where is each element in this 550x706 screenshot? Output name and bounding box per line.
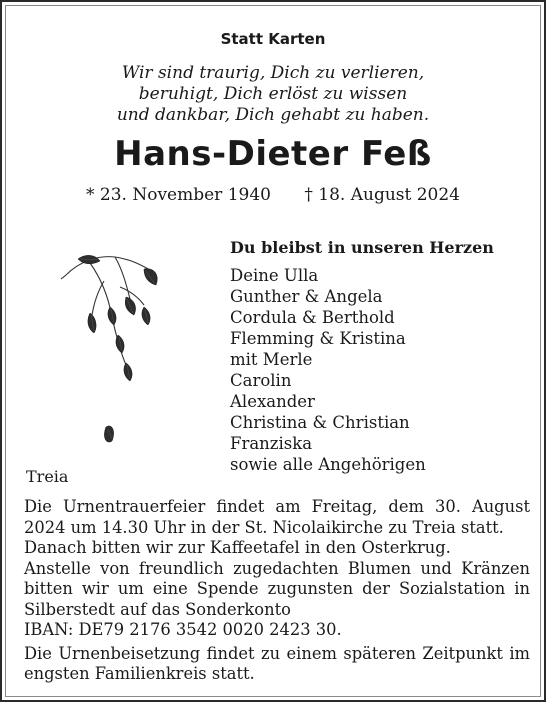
deceased-name: Hans-Dieter Feß [114,134,432,174]
family-member: Alexander [230,392,315,411]
family-list [230,265,426,475]
poem-line: Wir sind traurig, Dich zu verlieren, [121,63,425,83]
donation-text: Anstelle von freundlich zugedachten Blumen und Kränzen bitten wir um eine Spende zugunsten der Sozialstation in Silberstedt auf das Sonderkonto [24,558,530,619]
family-member: Carolin [230,371,292,390]
family-member: Gunther & Angela [230,287,383,306]
burial-text: Die Urnenbeisetzung findet zu einem späteren Zeitpunkt im engsten Familienkreis statt. [24,643,530,683]
reception-text: Danach bitten wir zur Kaffeetafel in den Osterkrug. [24,538,451,557]
poem-line: und dankbar, Dich gehabt zu haben. [116,105,430,125]
family-member: Deine Ulla [230,266,319,285]
place-name: Treia [26,467,69,486]
funeral-details [24,497,530,685]
family-member: mit Merle [230,350,313,369]
birth-date: * 23. November 1940 [85,185,271,205]
family-member: Franziska [230,434,313,453]
iban-text: IBAN: DE79 2176 3542 0020 2423 30. [24,620,342,639]
birch-branch-illustration [60,247,170,457]
life-dates [2,185,544,205]
poem-line: beruhigt, Dich erlöst zu wissen [138,84,408,104]
death-date: † 18. August 2024 [304,185,460,205]
family-member: sowie alle Angehörigen [230,455,426,474]
family-member: Christina & Christian [230,413,410,432]
family-member: Cordula & Berthold [230,308,395,327]
poem [2,63,544,126]
family-heading: Du bleibst in unseren Herzen [230,238,494,257]
family-member: Flemming & Kristina [230,329,406,348]
ceremony-text: Die Urnentrauerfeier findet am Freitag, dem 30. August 2024 um 14.30 Uhr in der St. Nicolaikirche zu Treia statt. [24,497,530,537]
header-statt-karten: Statt Karten [220,30,326,48]
